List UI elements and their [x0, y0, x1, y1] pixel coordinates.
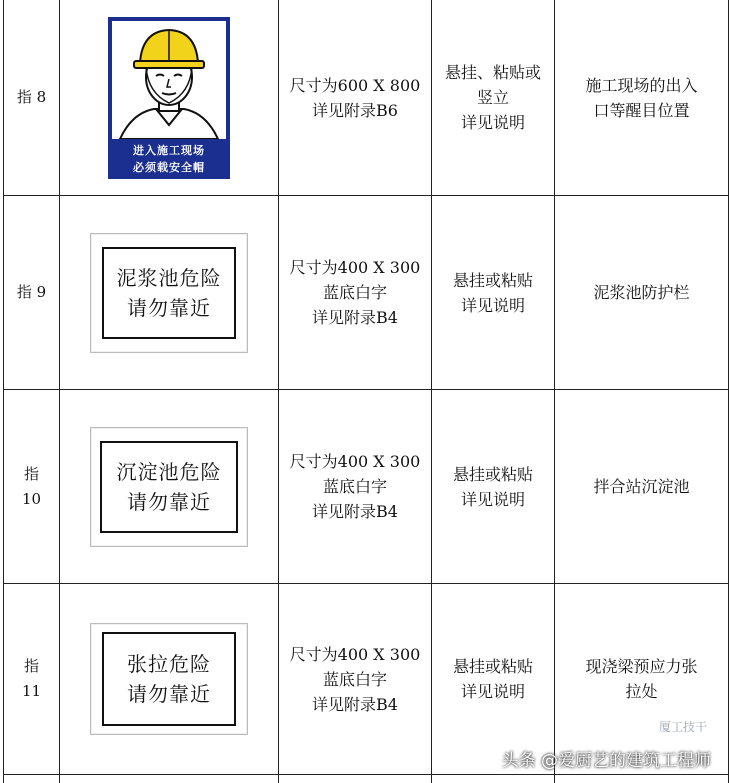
sign-border [102, 632, 236, 726]
size-text: 蓝底白字 [322, 477, 387, 496]
size-cell [279, 0, 432, 195]
size-text: 详见附录B4 [312, 308, 398, 327]
location-text: 口等醒目位置 [593, 100, 690, 120]
method-text: 详见说明 [460, 682, 525, 701]
size-cell [279, 584, 432, 774]
sedimentation-tank-warning-sign [90, 427, 248, 547]
row-id-text: 指 8 [16, 88, 47, 106]
size-text: 详见附录B4 [312, 502, 398, 521]
table-row-partial [4, 775, 728, 783]
method-text: 悬挂或粘贴 [452, 657, 533, 676]
sign-text: 泥浆池危险 [116, 265, 222, 290]
method-text: 悬挂或粘贴 [452, 270, 533, 290]
sign-caption-line: 必须载安全帽 [133, 160, 205, 174]
location-cell [555, 0, 728, 195]
table-row [4, 390, 728, 584]
method-text: 详见说明 [460, 295, 525, 315]
size-text: 尺寸为400 X 300 [289, 452, 421, 471]
sign-image-cell [60, 584, 279, 774]
size-text: 尺寸为600 X 800 [289, 75, 421, 95]
location-cell [555, 390, 728, 583]
method-text: 悬挂或粘贴 [452, 464, 533, 484]
method-text: 详见说明 [460, 489, 525, 509]
sign-text: 张拉危险 [127, 652, 211, 676]
row-id [4, 196, 60, 389]
size-text: 蓝底白字 [322, 283, 387, 302]
sign-image-cell [60, 0, 279, 195]
row-id-text: 10 [21, 489, 42, 508]
size-cell [279, 196, 432, 389]
size-text: 蓝底白字 [322, 669, 387, 689]
watermark: 头条 @爱厨艺的建筑工程师 [501, 751, 711, 771]
row-id [4, 584, 60, 774]
sign-text: 请勿靠近 [127, 295, 211, 320]
tensioning-warning-sign [90, 623, 248, 735]
row-id [4, 0, 60, 195]
worker-helmet-illustration [112, 21, 226, 139]
method-cell [432, 196, 555, 389]
row-id-text: 指 [23, 657, 39, 675]
location-text: 施工现场的出入 [585, 75, 698, 95]
sign-image-cell [60, 196, 279, 389]
method-text: 竖立 [476, 88, 509, 107]
sign-image-cell [60, 390, 279, 583]
size-cell [279, 390, 432, 583]
location-text: 拉处 [625, 682, 658, 701]
worker-face-icon [112, 21, 226, 139]
faint-watermark: 厦工技干 [658, 720, 707, 734]
location-cell [555, 196, 728, 389]
signage-table [3, 0, 729, 783]
method-text: 悬挂、粘贴或 [444, 63, 541, 82]
method-cell [432, 0, 555, 195]
helmet-safety-sign [108, 17, 230, 179]
sign-text: 请勿靠近 [127, 682, 211, 706]
row-id-text: 指 [23, 464, 39, 483]
mud-pit-warning-sign [90, 233, 248, 353]
row-id-text: 11 [21, 682, 42, 700]
sign-text: 请勿靠近 [127, 489, 211, 514]
table-row [4, 196, 728, 390]
sign-caption-line: 进入施工现场 [133, 143, 205, 157]
size-text: 详见附录B6 [312, 100, 398, 120]
location-text: 现浇梁预应力张 [585, 657, 698, 676]
row-id-text: 指 9 [16, 283, 47, 301]
method-cell [432, 390, 555, 583]
table-row [4, 0, 728, 196]
row-id [4, 390, 60, 583]
location-text: 拌合站沉淀池 [593, 477, 690, 496]
location-text: 泥浆池防护栏 [593, 283, 690, 302]
size-text: 尺寸为400 X 300 [289, 644, 421, 664]
size-text: 详见附录B4 [312, 694, 398, 714]
sign-caption [112, 142, 226, 176]
sign-border [100, 441, 238, 533]
size-text: 尺寸为400 X 300 [289, 258, 421, 277]
method-text: 详见说明 [460, 113, 525, 132]
sign-border [102, 247, 236, 339]
sign-text: 沉淀池危险 [116, 459, 222, 484]
